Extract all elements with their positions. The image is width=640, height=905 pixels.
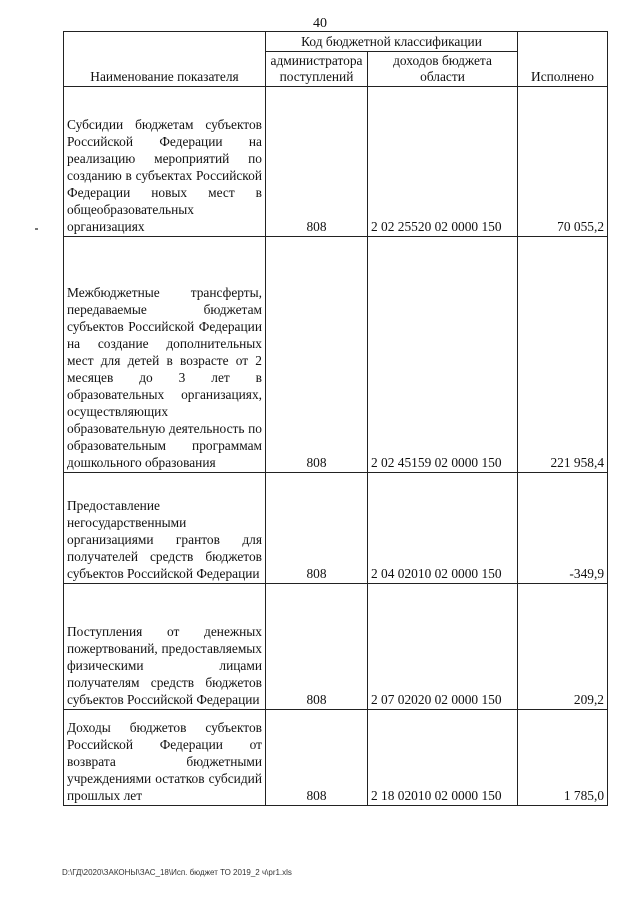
- header-budget-classification-code: Код бюджетной классификации: [266, 32, 518, 52]
- table-row: [64, 237, 608, 473]
- row-revenue-code: 2 02 25520 02 0000 150: [368, 87, 518, 237]
- page-number: 40: [313, 16, 327, 31]
- header-regional-budget-revenue: доходов бюджета области: [368, 52, 518, 87]
- table-row: [64, 584, 608, 710]
- row-admin-code: 808: [266, 584, 368, 710]
- row-indicator-name: Межбюджетные трансферты, передаваемые бюджетам субъектов Российской Федерации на создание дополнительных мест для детей в возрасте от 2 месяцев до 3 лет в образовательных организациях, осуществляющих образовательную деятельность по образовательным программам дошкольного образования: [64, 237, 266, 473]
- row-indicator-name: Субсидии бюджетам субъектов Российской Федерации на реализацию мероприятий по созданию в субъектах Российской Федерации новых мест в общеобразовательных организациях: [64, 87, 266, 237]
- header-row-top: [64, 32, 608, 52]
- row-executed-amount: -349,9: [518, 473, 608, 584]
- row-executed-amount: 1 785,0: [518, 710, 608, 806]
- row-revenue-code: 2 04 02010 02 0000 150: [368, 473, 518, 584]
- row-revenue-code: 2 07 02020 02 0000 150: [368, 584, 518, 710]
- table-row: [64, 87, 608, 237]
- row-indicator-name: Предоставление негосударственными организациями грантов для получателей средств бюджетов субъектов Российской Федерации: [64, 473, 266, 584]
- table-header: [64, 32, 608, 87]
- row-executed-amount: 70 055,2: [518, 87, 608, 237]
- table-row: [64, 473, 608, 584]
- row-executed-amount: 209,2: [518, 584, 608, 710]
- budget-execution-table: [63, 31, 608, 806]
- row-revenue-code: 2 02 45159 02 0000 150: [368, 237, 518, 473]
- footer-file-path: D:\ГД\2020\ЗАКОНЫ\ЗАС_18\Исп. бюджет ТО 2019_2 ч\pr1.xls: [62, 868, 292, 877]
- table-row: [64, 710, 608, 806]
- header-indicator-name: Наименование показателя: [64, 32, 266, 87]
- row-executed-amount: 221 958,4: [518, 237, 608, 473]
- header-revenue-administrator: администратора поступлений: [266, 52, 368, 87]
- row-indicator-name: Поступления от денежных пожертвований, предоставляемых физическими лицами получателям средств бюджетов субъектов Российской Федерации: [64, 584, 266, 710]
- table-body: [64, 87, 608, 806]
- scan-speck: [35, 228, 38, 230]
- row-admin-code: 808: [266, 237, 368, 473]
- header-executed: Исполнено: [518, 32, 608, 87]
- row-admin-code: 808: [266, 710, 368, 806]
- row-admin-code: 808: [266, 87, 368, 237]
- row-revenue-code: 2 18 02010 02 0000 150: [368, 710, 518, 806]
- row-indicator-name: Доходы бюджетов субъектов Российской Федерации от возврата бюджетными учреждениями остатков субсидий прошлых лет: [64, 710, 266, 806]
- row-admin-code: 808: [266, 473, 368, 584]
